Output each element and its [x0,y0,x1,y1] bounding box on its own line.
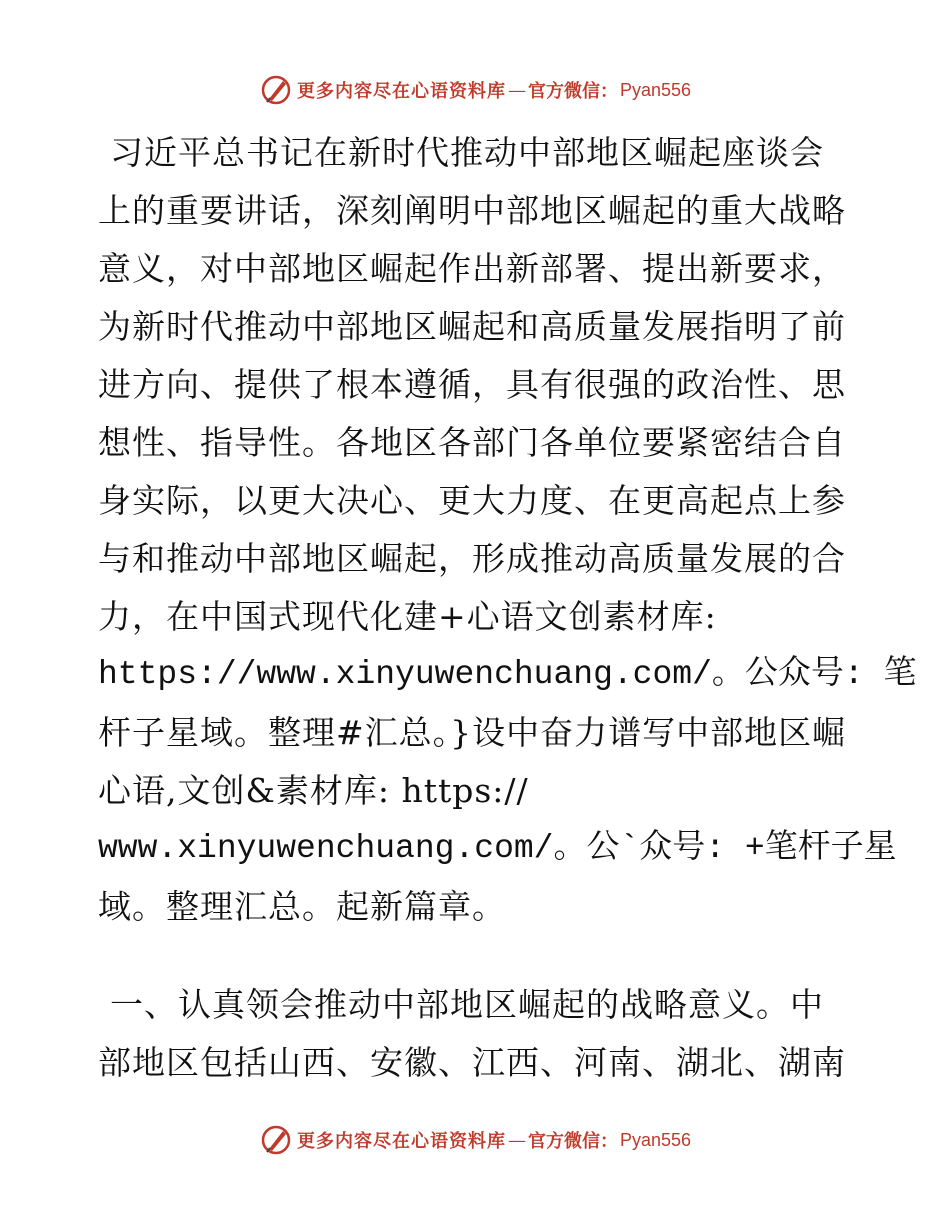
text-line: 意义，对中部地区崛起作出新部署、提出新要求， [98,249,846,288]
text-line: 杆子星域。整理#汇总。}设中奋力谱写中部地区崛 [98,713,847,752]
banner-title: 更多内容尽在心语资料库 [296,81,506,102]
text-line: https://www.xinyuwenchuang.com/。公众号: 笔 [98,656,917,693]
banner-wechat-id: Pyan556 [619,79,692,100]
document-body [98,124,917,1092]
paragraph [98,976,858,1092]
paragraph [98,124,917,936]
text-line: 习近平总书记在新时代推动中部地区崛起座谈会 [110,133,824,172]
text-line: 身实际，以更大决心、更大力度、在更高起点上参 [98,481,846,520]
banner-title: 更多内容尽在心语资料库 [296,1131,506,1152]
banner-wechat-label: 官方微信： [527,1131,618,1152]
banner-separator: — [507,79,526,101]
text-line: 为新时代推动中部地区崛起和高质量发展指明了前 [98,307,846,346]
quill-logo-icon [259,73,293,107]
banner-separator: — [507,1129,526,1151]
text-line: 域。整理汇总。起新篇章。 [98,887,506,926]
quill-logo-icon [259,1123,293,1157]
text-line: 与和推动中部地区崛起，形成推动高质量发展的合 [98,539,846,578]
text-line: 进方向、提供了根本遵循，具有很强的政治性、思 [98,365,846,404]
text-line: 部地区包括山西、安徽、江西、河南、湖北、湖南 [98,1043,846,1082]
text-line: www.xinyuwenchuang.com/。公`众号: +笔杆子星 [98,830,897,867]
text-line: 上的重要讲话，深刻阐明中部地区崛起的重大战略 [98,191,846,230]
text-line: 想性、指导性。各地区各部门各单位要紧密结合自 [98,423,846,462]
text-line: 心语,文创&素材库: https:// [98,771,529,810]
text-line: 力，在中国式现代化建+心语文创素材库: [98,597,717,636]
footer-banner [0,1120,950,1160]
paragraph-gap [98,936,858,976]
header-banner [0,70,950,110]
text-line: 一、认真领会推动中部地区崛起的战略意义。中 [110,985,824,1024]
banner-wechat-label: 官方微信： [527,81,618,102]
banner-wechat-id: Pyan556 [619,1129,692,1150]
